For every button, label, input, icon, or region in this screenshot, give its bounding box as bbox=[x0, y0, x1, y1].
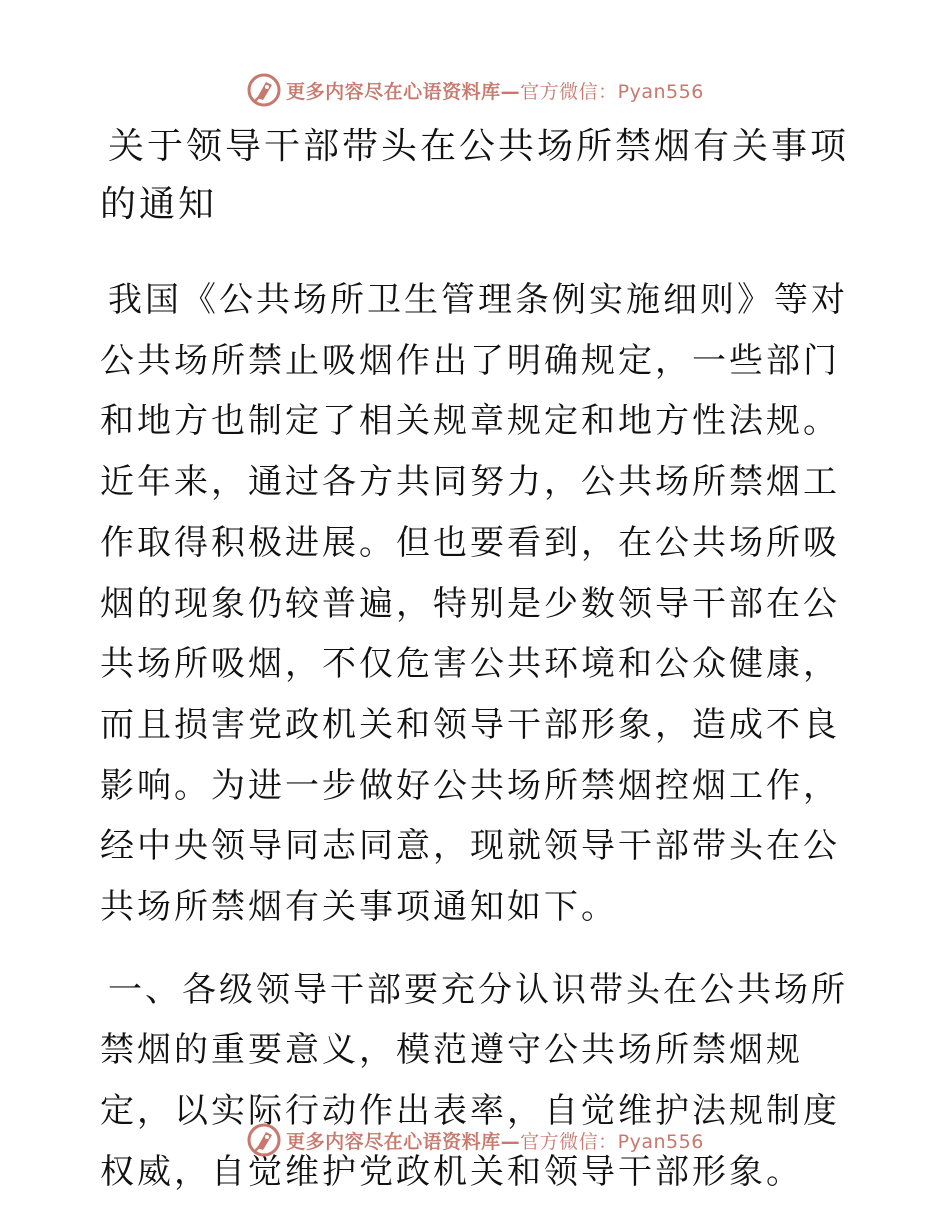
pen-nib-icon bbox=[246, 72, 282, 108]
watermark-text: 更多内容尽在心语资料库—官方微信：Pyan556 bbox=[286, 1130, 704, 1153]
watermark-contact: 官方微信：Pyan556 bbox=[520, 1130, 704, 1153]
paragraph-item-1: 一、各级领导干部要充分认识带头在公共场所禁烟的重要意义，模范遵守公共场所禁烟规定，以实际行动作出表率，自觉维护法规制度权威，自觉维护党政机关和领导干部形象。 bbox=[100, 969, 848, 1192]
paragraph-intro: 我国《公共场所卫生管理条例实施细则》等对公共场所禁止吸烟作出了明确规定，一些部门和地方也制定了相关规章规定和地方性法规。近年来，通过各方共同努力，公共场所禁烟工作取得积极进展。但也要看到，在公共场所吸烟的现象仍较普遍，特别是少数领导干部在公共场所吸烟，不仅危害公共环境和公众健康，而且损害党政机关和领导干部形象，造成不良影响。为进一步做好公共场所禁烟控烟工作，经中央领导同志同意，现就领导干部带头在公共场所禁烟有关事项通知如下。 bbox=[100, 280, 848, 928]
document-body bbox=[100, 118, 852, 1203]
header-watermark bbox=[0, 70, 950, 110]
pen-nib-icon bbox=[246, 1122, 282, 1158]
watermark-contact: 官方微信：Pyan556 bbox=[520, 80, 704, 103]
document-title: 关于领导干部带头在公共场所禁烟有关事项的通知 bbox=[100, 126, 850, 225]
watermark-text: 更多内容尽在心语资料库—官方微信：Pyan556 bbox=[286, 80, 704, 103]
footer-watermark bbox=[0, 1120, 950, 1160]
